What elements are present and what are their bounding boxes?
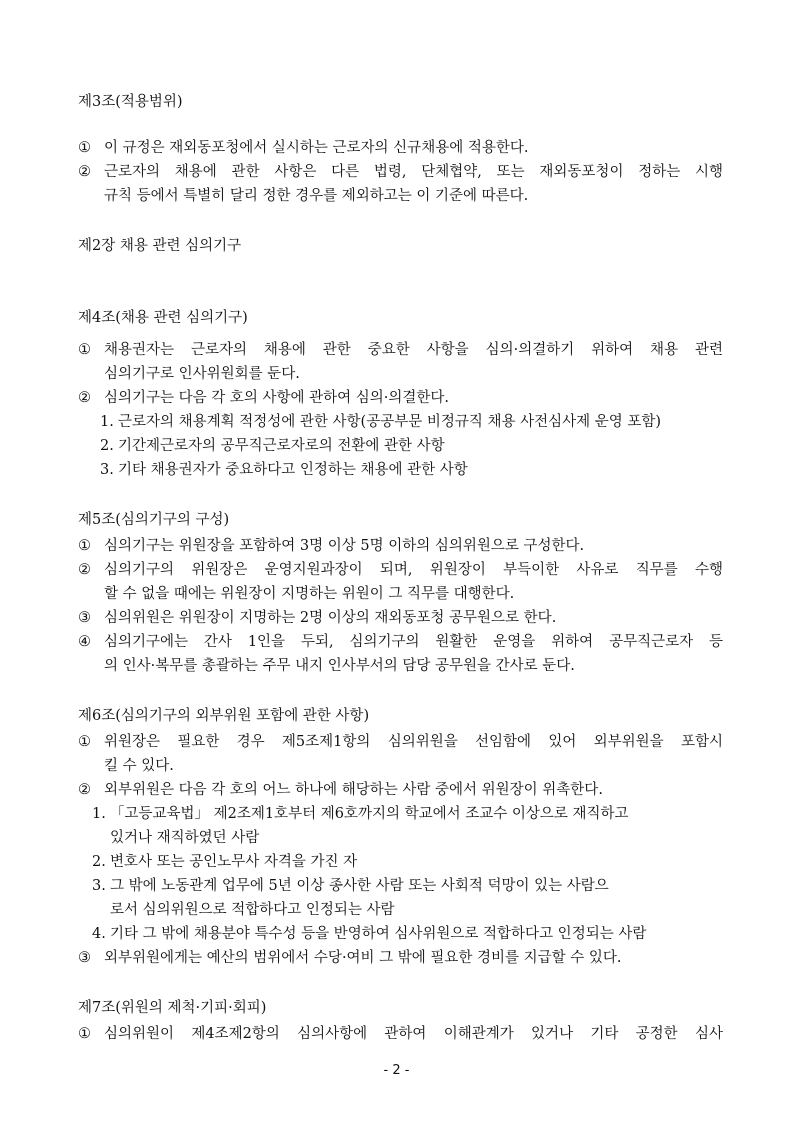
- item-number: 3.: [92, 878, 106, 894]
- para-text: 위원장은 필요한 경우 제5조제1항의 심의위원을 선임함에 있어 외부위원을 포함시: [104, 734, 723, 750]
- article-6-item-1-cont: 있거나 재직하였던 사람: [110, 830, 260, 846]
- para-number: ①: [78, 1026, 91, 1042]
- article-7-title: 제7조(위원의 제척·기피·회피): [78, 1000, 267, 1016]
- para-number: ②: [78, 782, 91, 798]
- article-6-item-1: [78, 802, 723, 826]
- article-3-para-2-cont: 규칙 등에서 특별히 달리 정한 경우를 제외하고는 이 기준에 따른다.: [104, 188, 529, 204]
- item-text: 변호사 또는 공인노무사 자격을 가진 자: [110, 854, 358, 870]
- para-number: ②: [78, 562, 91, 578]
- article-7-para-1: [78, 1022, 723, 1046]
- para-number: ①: [78, 342, 91, 358]
- article-5-para-4: [78, 630, 723, 654]
- article-5-para-2: [78, 558, 723, 582]
- article-6-para-1-cont: 킬 수 있다.: [104, 758, 174, 774]
- item-text: 기타 그 밖에 채용분야 특수성 등을 반영하여 심사위원으로 적합하다고 인정되는 사람: [110, 926, 647, 942]
- para-text: 근로자의 채용에 관한 사항은 다른 법령, 단체협약, 또는 재외동포청이 정하는 시행: [104, 164, 723, 180]
- article-5-para-2-cont: 할 수 없을 때에는 위원장이 지명하는 위원이 그 직무를 대행한다.: [104, 586, 515, 602]
- article-6-para-3: [78, 946, 723, 970]
- para-text: 심의기구에는 간사 1인을 두되, 심의기구의 원활한 운영을 위하여 공무직근로자 등: [104, 634, 723, 650]
- article-4-item-1: [78, 410, 723, 434]
- para-number: ②: [78, 164, 91, 180]
- page-number: - 2 -: [383, 1063, 410, 1078]
- article-3-title: 제3조(적용범위): [78, 94, 183, 110]
- item-text: 그 밖에 노동관계 업무에 5년 이상 종사한 사람 또는 사회적 덕망이 있는 사람으: [110, 878, 609, 894]
- article-4-title: 제4조(채용 관련 심의기구): [78, 310, 248, 326]
- para-text: 이 규정은 재외동포청에서 실시하는 근로자의 신규채용에 적용한다.: [104, 140, 529, 156]
- para-number: ④: [78, 634, 91, 650]
- article-6-para-2: [78, 778, 723, 802]
- article-4-item-2: [78, 434, 723, 458]
- para-text: 심의기구는 위원장을 포함하여 3명 이상 5명 이하의 심의위원으로 구성한다.: [104, 538, 585, 554]
- document-body: [78, 90, 723, 1046]
- article-5-title: 제5조(심의기구의 구성): [78, 512, 230, 528]
- item-number: 1.: [100, 414, 114, 430]
- para-number: ①: [78, 734, 91, 750]
- article-6-title: 제6조(심의기구의 외부위원 포함에 관한 사항): [78, 708, 370, 724]
- article-6-item-3: [78, 874, 723, 898]
- para-number: ③: [78, 610, 91, 626]
- item-text: 기간제근로자의 공무직근로자로의 전환에 관한 사항: [118, 438, 445, 454]
- article-3-para-1: [78, 136, 723, 160]
- para-text: 심의기구의 위원장은 운영지원과장이 되며, 위원장이 부득이한 사유로 직무를 수행: [104, 562, 723, 578]
- article-4-para-1-cont: 심의기구로 인사위원회를 둔다.: [104, 366, 300, 382]
- para-text: 심의기구는 다음 각 호의 사항에 관하여 심의·의결한다.: [104, 390, 450, 406]
- article-4-para-2: [78, 386, 723, 410]
- item-number: 2.: [92, 854, 106, 870]
- item-number: 3.: [100, 462, 114, 478]
- article-3-para-2: [78, 160, 723, 184]
- para-number: ③: [78, 950, 91, 966]
- article-6-item-3-cont: 로서 심의위원으로 적합하다고 인정되는 사람: [110, 902, 395, 918]
- chapter-2-title: 제2장 채용 관련 심의기구: [78, 238, 242, 254]
- para-text: 심의위원이 제4조제2항의 심의사항에 관하여 이해관계가 있거나 기타 공정한 심사: [104, 1026, 723, 1042]
- para-number: ①: [78, 140, 91, 156]
- para-text: 외부위원에게는 예산의 범위에서 수당·여비 그 밖에 필요한 경비를 지급할 수 있다.: [104, 950, 622, 966]
- para-text: 심의위원은 위원장이 지명하는 2명 이상의 재외동포청 공무원으로 한다.: [104, 610, 557, 626]
- item-number: 2.: [100, 438, 114, 454]
- item-text: 기타 채용권자가 중요하다고 인정하는 채용에 관한 사항: [118, 462, 468, 478]
- article-5-para-4-cont: 의 인사·복무를 총괄하는 주무 내지 인사부서의 담당 공무원을 간사로 둔다.: [104, 658, 575, 674]
- article-4-para-1: [78, 338, 723, 362]
- para-number: ①: [78, 538, 91, 554]
- article-6-para-1: [78, 730, 723, 754]
- para-number: ②: [78, 390, 91, 406]
- item-text: 「고등교육법」 제2조제1호부터 제6호까지의 학교에서 조교수 이상으로 재직하고: [110, 806, 629, 822]
- article-5-para-3: [78, 606, 723, 630]
- item-text: 근로자의 채용계획 적정성에 관한 사항(공공부문 비정규직 채용 사전심사제 운영 포함): [118, 414, 662, 430]
- para-text: 외부위원은 다음 각 호의 어느 하나에 해당하는 사람 중에서 위원장이 위촉한다.: [104, 782, 603, 798]
- item-number: 1.: [92, 806, 106, 822]
- article-5-para-1: [78, 534, 723, 558]
- article-6-item-4: [78, 922, 723, 946]
- article-6-item-2: [78, 850, 723, 874]
- para-text: 채용권자는 근로자의 채용에 관한 중요한 사항을 심의·의결하기 위하여 채용 관련: [104, 342, 723, 358]
- item-number: 4.: [92, 926, 106, 942]
- article-4-item-3: [78, 458, 723, 482]
